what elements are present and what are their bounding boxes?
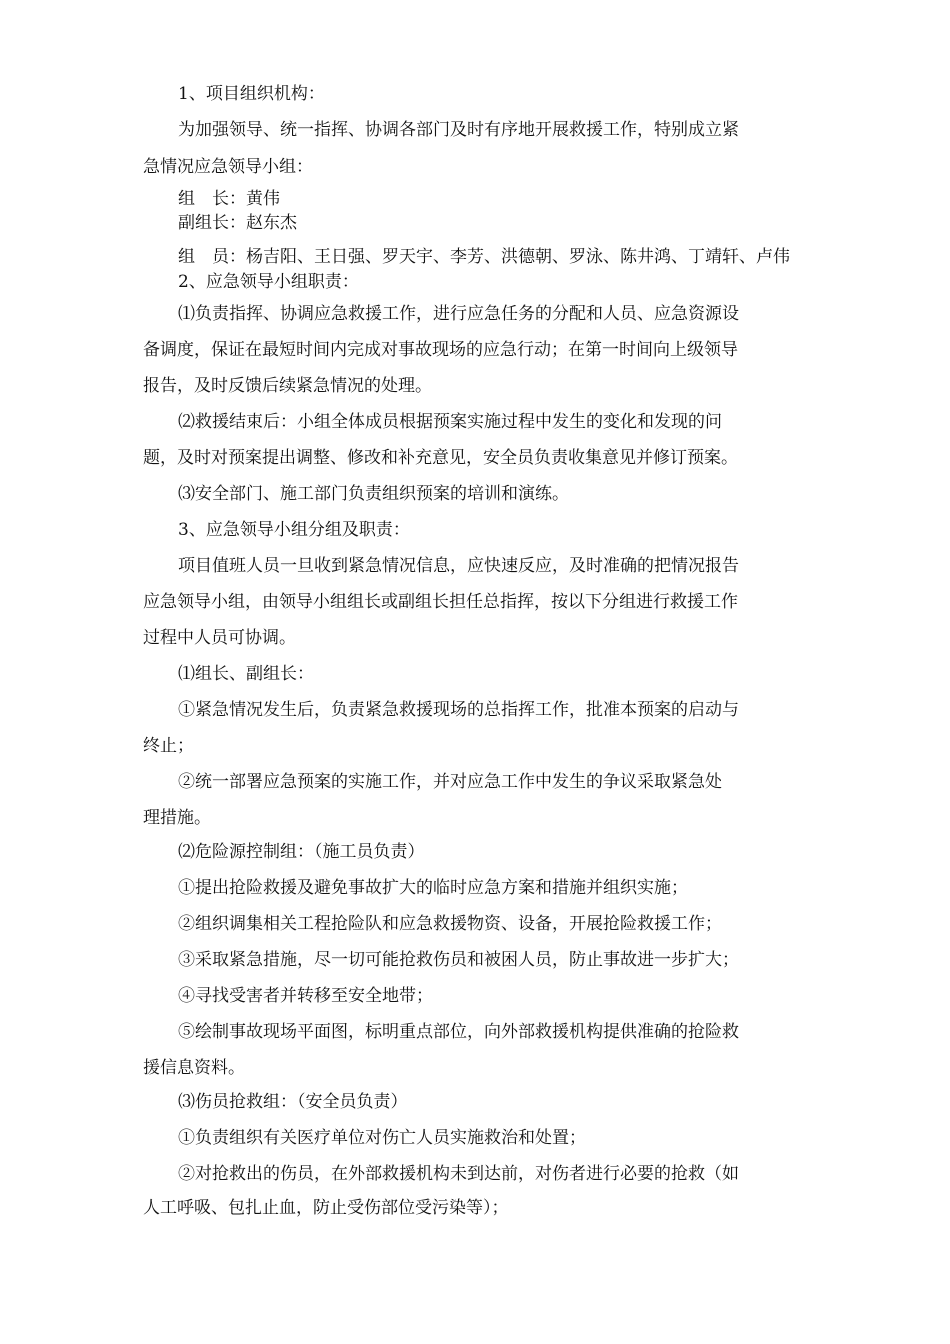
list-item: ③采取紧急措施，尽一切可能抢救伤员和被困人员，防止事故进一步扩大； — [178, 950, 739, 970]
list-item: ①提出抢险救援及避免事故扩大的临时应急方案和措施并组织实施； — [178, 878, 688, 898]
list-item: ②对抢救出的伤员，在外部救援机构未到达前，对伤者进行必要的抢救（如 — [178, 1164, 739, 1184]
section-heading: 1、项目组织机构： — [178, 84, 325, 104]
members-line: 组 员：杨吉阳、王日强、罗天宇、李芳、洪德朝、罗泳、陈井鸿、丁靖轩、卢伟 — [178, 247, 790, 267]
paragraph-line: 报告，及时反馈后续紧急情况的处理。 — [143, 376, 432, 396]
section-heading: 3、应急领导小组分组及职责： — [178, 520, 410, 540]
paragraph-line: 题，及时对预案提出调整、修改和补充意见，安全员负责收集意见并修订预案。 — [143, 448, 738, 468]
list-item-continuation: 人工呼吸、包扎止血，防止受伤部位受污染等）； — [143, 1198, 509, 1218]
deputy-leader-line: 副组长：赵东杰 — [178, 213, 297, 233]
paragraph-line: 为加强领导、统一指挥、协调各部门及时有序地开展救援工作，特别成立紧 — [178, 120, 739, 140]
list-item: ④寻找受害者并转移至安全地带； — [178, 986, 433, 1006]
list-item: ⑤绘制事故现场平面图，标明重点部位，向外部救援机构提供准确的抢险救 — [178, 1022, 739, 1042]
paragraph-line: 备调度，保证在最短时间内完成对事故现场的应急行动；在第一时间向上级领导 — [143, 340, 738, 360]
paragraph-line: ⑵救援结束后：小组全体成员根据预案实施过程中发生的变化和发现的问 — [178, 412, 722, 432]
paragraph-line: ⑶安全部门、施工部门负责组织预案的培训和演练。 — [178, 484, 569, 504]
section-heading: 2、应急领导小组职责： — [178, 272, 359, 292]
paragraph-line: 项目值班人员一旦收到紧急情况信息，应快速反应，及时准确的把情况报告 — [178, 556, 739, 576]
list-item: ②统一部署应急预案的实施工作，并对应急工作中发生的争议采取紧急处 — [178, 772, 722, 792]
paragraph-line: 应急领导小组，由领导小组组长或副组长担任总指挥，按以下分组进行救援工作 — [143, 592, 738, 612]
paragraph-line: 急情况应急领导小组： — [143, 157, 313, 177]
list-item: ②组织调集相关工程抢险队和应急救援物资、设备，开展抢险救援工作； — [178, 914, 722, 934]
leader-line: 组 长：黄伟 — [178, 189, 280, 209]
list-item-continuation: 终止； — [143, 736, 194, 756]
subsection-heading: ⑵危险源控制组：（施工员负责） — [178, 842, 425, 862]
list-item: ①紧急情况发生后，负责紧急救援现场的总指挥工作，批准本预案的启动与 — [178, 700, 739, 720]
subsection-heading: ⑴组长、副组长： — [178, 664, 314, 684]
list-item-continuation: 理措施。 — [143, 808, 211, 828]
paragraph-line: ⑴负责指挥、协调应急救援工作，进行应急任务的分配和人员、应急资源设 — [178, 304, 739, 324]
list-item-continuation: 援信息资料。 — [143, 1058, 245, 1078]
paragraph-line: 过程中人员可协调。 — [143, 628, 296, 648]
subsection-heading: ⑶伤员抢救组：（安全员负责） — [178, 1092, 408, 1112]
list-item: ①负责组织有关医疗单位对伤亡人员实施救治和处置； — [178, 1128, 586, 1148]
